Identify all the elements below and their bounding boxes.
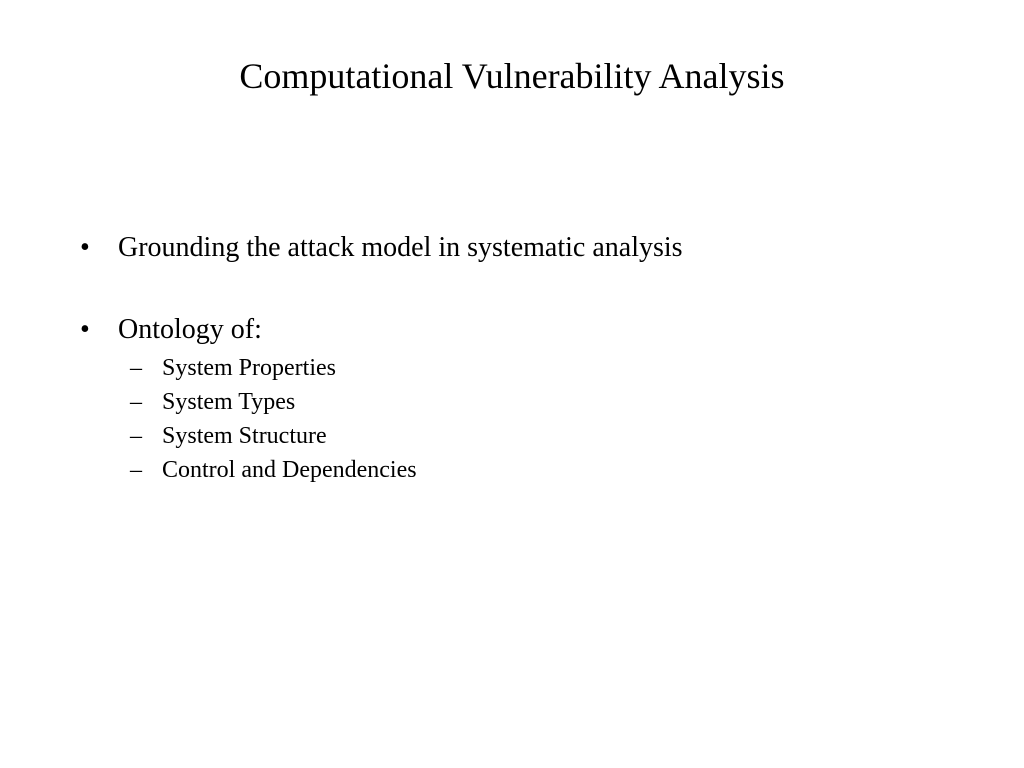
bullet-marker: •	[80, 232, 90, 263]
slide-title: Computational Vulnerability Analysis	[239, 56, 785, 96]
sub-bullet-text: System Structure	[162, 423, 327, 449]
bullet-item	[80, 312, 262, 348]
sub-bullet-item	[130, 352, 336, 384]
sub-bullet-text: System Types	[162, 389, 296, 415]
sub-bullet-text: System Properties	[162, 355, 336, 381]
dash-marker: –	[130, 423, 142, 449]
bullet-item	[80, 230, 683, 266]
dash-marker: –	[130, 457, 142, 483]
bullet-text: Ontology of:	[118, 314, 262, 345]
sub-bullet-item	[130, 454, 417, 486]
dash-marker: –	[130, 355, 142, 381]
bullet-text: Grounding the attack model in systematic analysis	[118, 232, 683, 263]
dash-marker: –	[130, 389, 142, 415]
sub-bullet-item	[130, 420, 327, 452]
sub-bullet-text: Control and Dependencies	[162, 457, 417, 483]
sub-bullet-item	[130, 386, 295, 418]
bullet-marker: •	[80, 314, 90, 345]
